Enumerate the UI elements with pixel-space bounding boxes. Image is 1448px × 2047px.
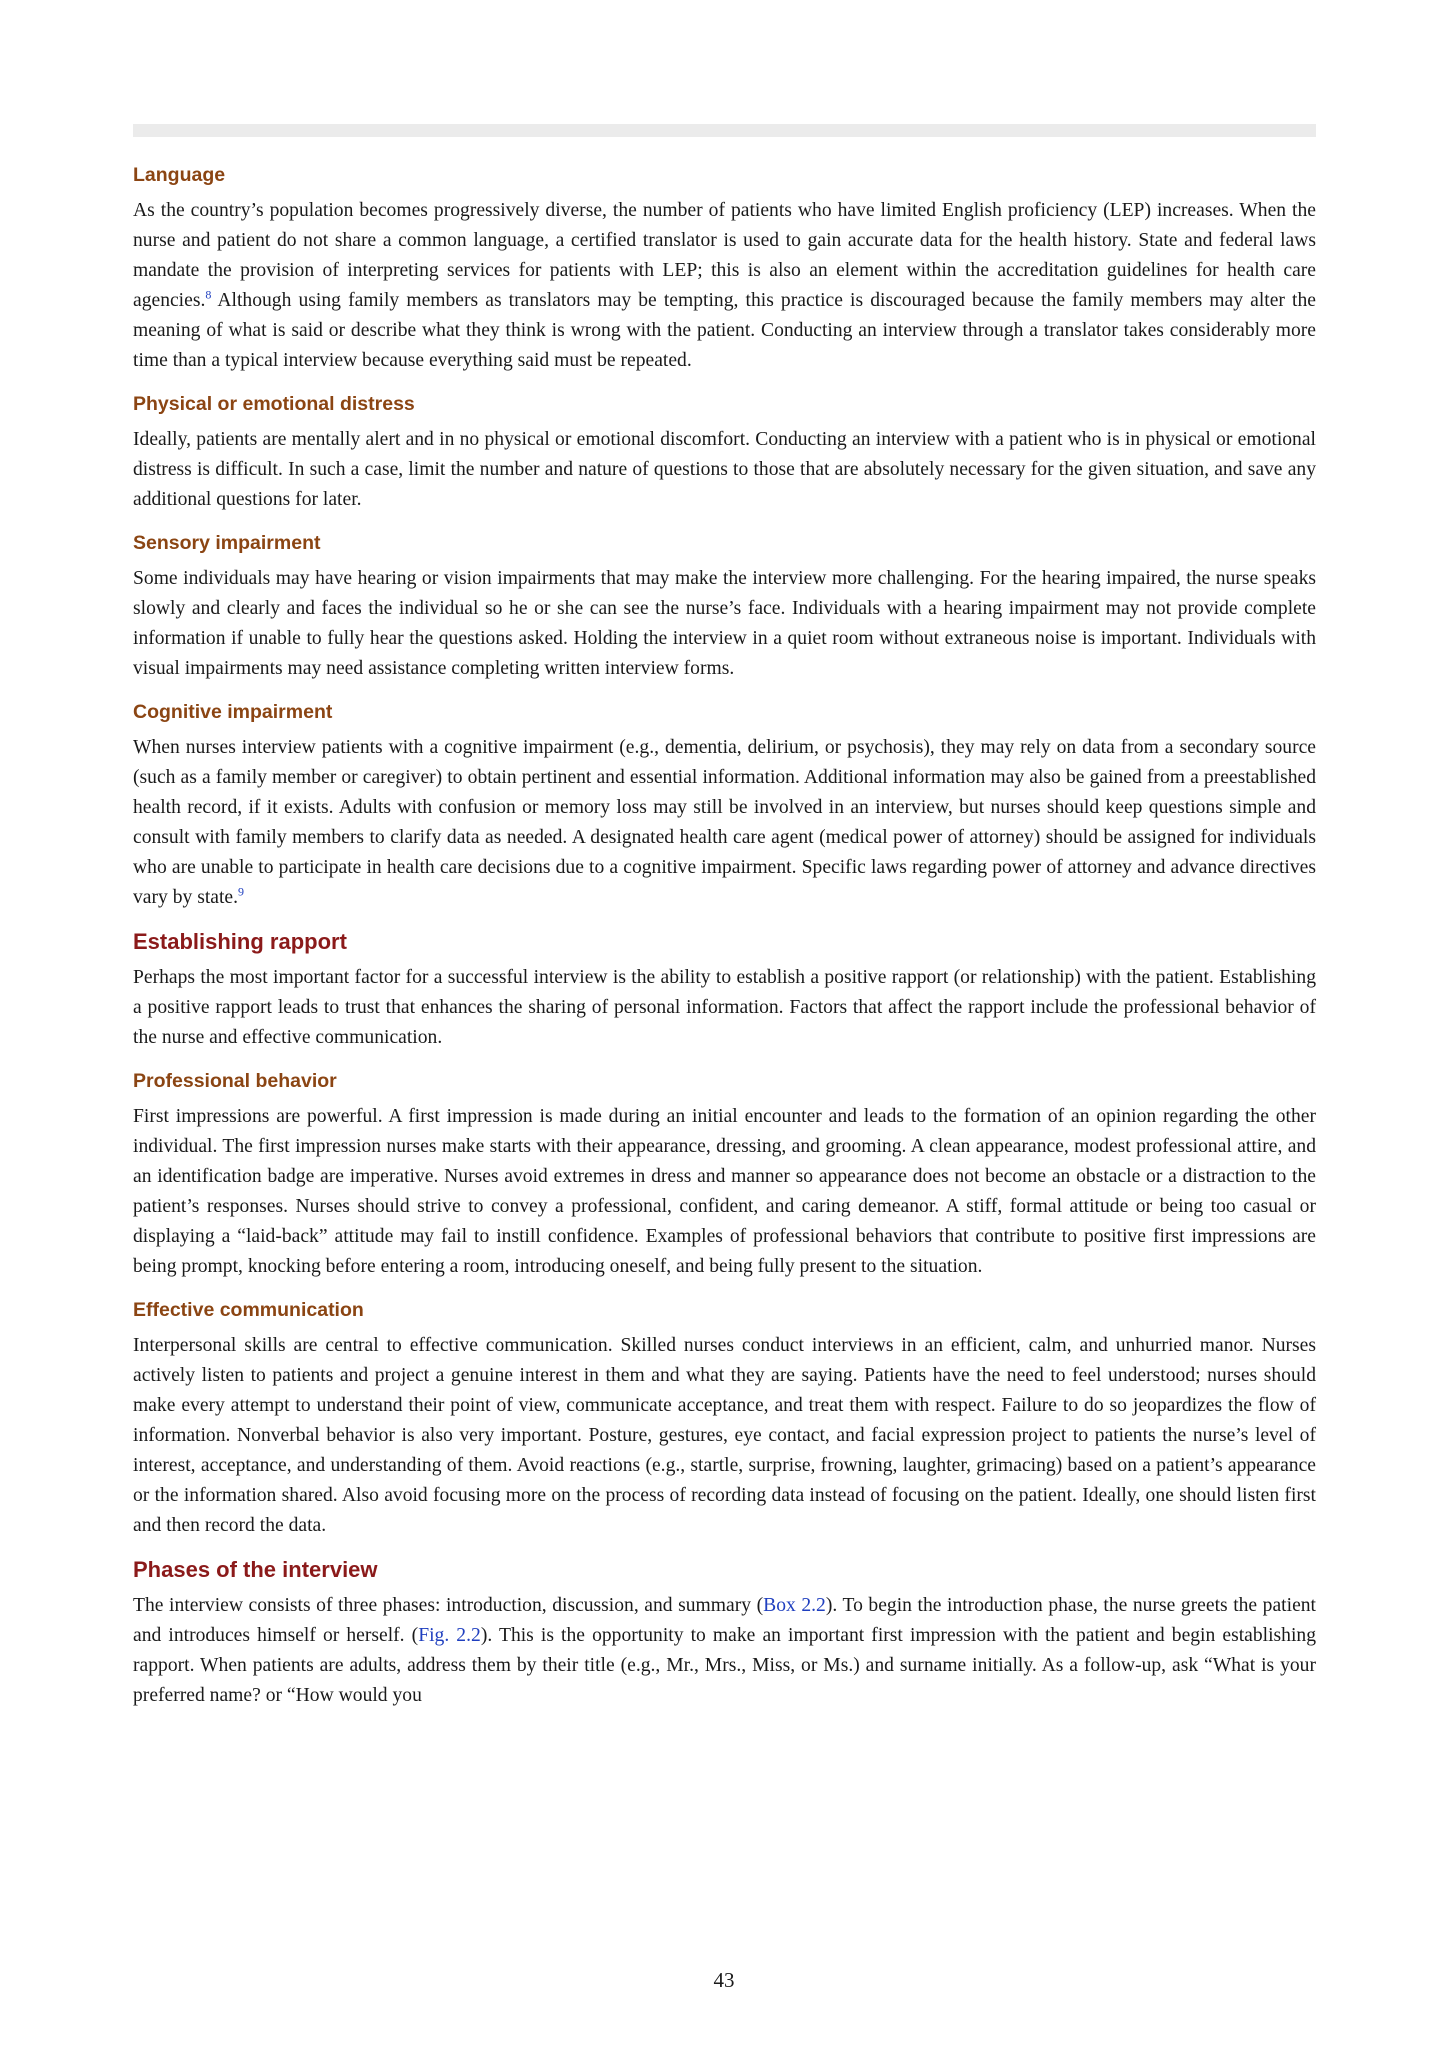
heading-establishing-rapport: Establishing rapport [133,929,347,954]
heading-sensory-impairment: Sensory impairment [133,532,321,554]
paragraph-language [133,196,1316,376]
paragraph-phases-part2: ). To begin the introduction phase, the nurse greets the patient and introduces himself or herself. ( [133,1595,1317,1646]
page-content [133,162,1316,1726]
paragraph-language-part2: Although using family members as translators may be tempting, this practice is discouraged because the family members may alter the meaning of what is said or describe what they think is wrong with the patient. Conducting an interview through a translator takes considerably more time than a typical interview because everything said must be repeated. [133,290,1316,371]
header-bar [133,124,1316,137]
paragraph-communication: Interpersonal skills are central to effective communication. Skilled nurses conduct interviews in an efficient, calm, and unhurried manor. Nurses actively listen to patients and project a genuine interest in them and what they are saying. Patients have the need to feel understood; nurses should make every attempt to understand their point of view, communicate acceptance, and treat them with respect. Failure to do so jeopardizes the flow of information. Nonverbal behavior is also very important. Posture, gestures, eye contact, and facial expression project to patients the nurse’s level of interest, acceptance, and understanding of them. Avoid reactions (e.g., startle, surprise, frowning, laughter, grimacing) based on a patient’s appearance or the information shared. Also avoid focusing more on the process of recording data instead of focusing on the patient. Ideally, one should listen first and then record the data. [133,1335,1316,1536]
paragraph-sensory: Some individuals may have hearing or vision impairments that may make the interview more challenging. For the hearing impaired, the nurse speaks slowly and clearly and faces the individual so he or she can see the nurse’s face. Individuals with a hearing impairment may not provide complete information if unable to fully hear the questions asked. Holding the interview in a quiet room without extraneous noise is important. Individuals with visual impairments may need assistance completing written interview forms. [133,568,1316,679]
heading-effective-communication: Effective communication [133,1299,364,1321]
page-number: 43 [713,1968,735,1992]
paragraph-phases-part3: ). This is the opportunity to make an important first impression with the patient and begin establishing rapport. When patients are adults, address them by their title (e.g., Mr., Mrs., Miss, or Ms.) and surname initially. As a follow-up, ask “What is your preferred name? or “How would you [133,1625,1316,1706]
paragraph-phases-part1: The interview consists of three phases: introduction, discussion, and summary ( [133,1595,764,1616]
paragraph-language-part1: As the country’s population becomes progressively diverse, the number of patients who have limited English proficiency (LEP) increases. When the nurse and patient do not share a common language, a certified translator is used to gain accurate data for the health history. State and federal laws mandate the provision of interpreting services for patients with LEP; this is also an element within the accreditation guidelines for health care agencies. [133,200,1316,311]
heading-professional-behavior: Professional behavior [133,1070,337,1092]
paragraph-phases [133,1591,1316,1711]
fig-2-2-link[interactable]: Fig. 2.2 [418,1625,481,1646]
heading-language: Language [133,164,226,186]
heading-physical-emotional-distress: Physical or emotional distress [133,393,415,415]
heading-phases-of-interview: Phases of the interview [133,1557,378,1582]
reference-9-link[interactable]: 9 [238,884,245,899]
paragraph-rapport: Perhaps the most important factor for a successful interview is the ability to establish a positive rapport (or relationship) with the patient. Establishing a positive rapport leads to trust that enhances the sharing of personal information. Factors that affect the rapport include the professional behavior of the nurse and effective communication. [133,967,1316,1048]
paragraph-cognitive-text: When nurses interview patients with a cognitive impairment (e.g., dementia, delirium, or psychosis), they may rely on data from a secondary source (such as a family member or caregiver) to obtain pertinent and essential information. Additional information may also be gained from a preestablished health record, if it exists. Adults with confusion or memory loss may still be involved in an interview, but nurses should keep questions simple and consult with family members to clarify data as needed. A designated health care agent (medical power of attorney) should be assigned for individuals who are unable to participate in health care decisions due to a cognitive impairment. Specific laws regarding power of attorney and advance directives vary by state. [133,737,1316,908]
paragraph-distress: Ideally, patients are mentally alert and in no physical or emotional discomfort. Conducting an interview with a patient who is in physical or emotional distress is difficult. In such a case, limit the number and nature of questions to those that are absolutely necessary for the given situation, and save any additional questions for later. [133,429,1316,510]
reference-8-link[interactable]: 8 [205,287,212,302]
paragraph-professional: First impressions are powerful. A first impression is made during an initial encounter and leads to the formation of an opinion regarding the other individual. The first impression nurses make starts with their appearance, dressing, and grooming. A clean appearance, modest professional attire, and an identification badge are imperative. Nurses avoid extremes in dress and manner so appearance does not become an obstacle or a distraction to the patient’s responses. Nurses should strive to convey a professional, confident, and caring demeanor. A stiff, formal attitude or being too casual or displaying a “laid-back” attitude may fail to instill confidence. Examples of professional behaviors that contribute to positive first impressions are being prompt, knocking before entering a room, introducing oneself, and being fully present to the situation. [133,1106,1316,1277]
heading-cognitive-impairment: Cognitive impairment [133,701,333,723]
box-2-2-link[interactable]: Box 2.2 [763,1595,826,1616]
paragraph-cognitive [133,733,1316,913]
